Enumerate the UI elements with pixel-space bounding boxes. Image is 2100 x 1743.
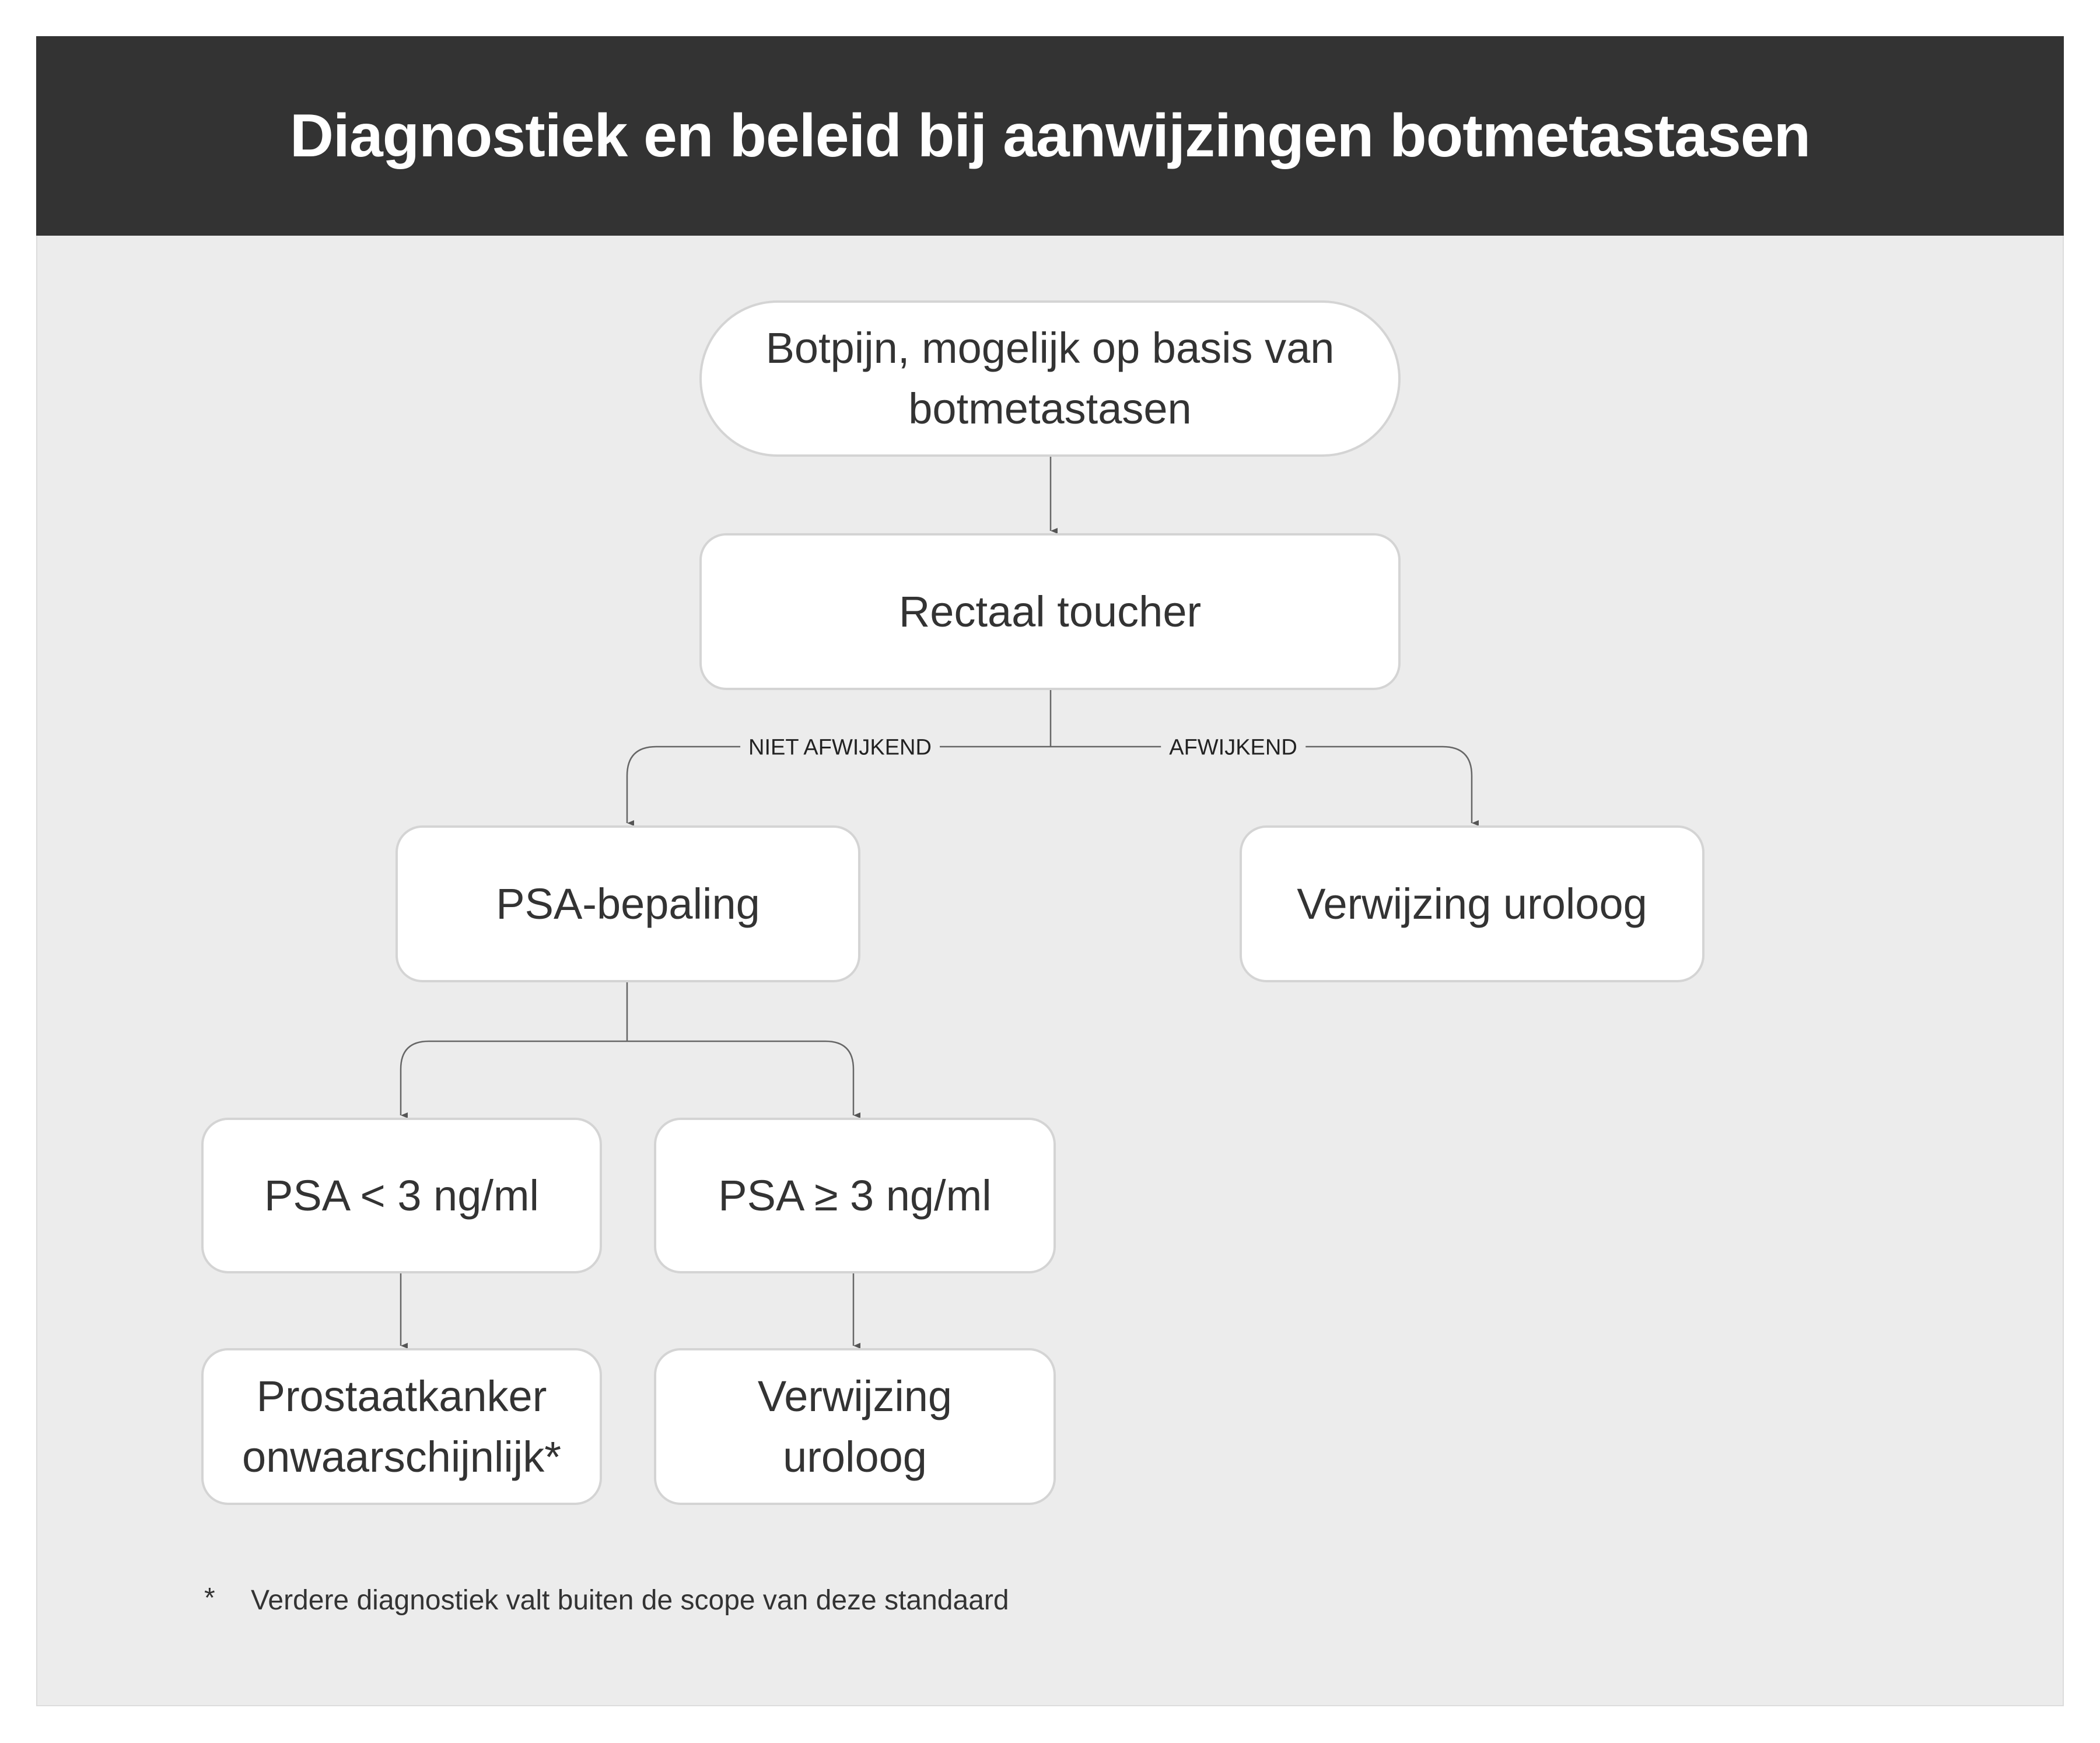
node-verwijzing-right-label: Verwijzing uroloog (1297, 879, 1647, 928)
node-prostaatkanker-onwaarschijnlijk (201, 1348, 602, 1505)
node-psa-low-label: PSA < 3 ng/ml (264, 1171, 539, 1220)
node-start (699, 300, 1401, 457)
edge-label-afwijkend: AFWIJKEND (1161, 736, 1306, 761)
node-verwijzing-uroloog-right (1240, 825, 1704, 982)
node-psa-bepaling-label: PSA-bepaling (496, 879, 760, 928)
node-psa-low (201, 1118, 602, 1273)
node-verwijzing-bottom-label: Verwijzing uroloog (757, 1371, 953, 1481)
arrow-to-psa-low (401, 1041, 627, 1115)
page-title: Diagnostiek en beleid bij aanwijzingen botmetastasen (289, 102, 1811, 170)
node-verwijzing-uroloog-bottom (654, 1348, 1056, 1505)
node-rectaal-toucher (699, 533, 1401, 690)
arrow-to-psa-high (627, 1041, 853, 1115)
node-psa-bepaling (396, 825, 860, 982)
footnote-marker: * (204, 1583, 215, 1614)
node-rectaal-label: Rectaal toucher (898, 587, 1202, 636)
node-psa-high (654, 1118, 1056, 1273)
footnote-text: Verdere diagnostiek valt buiten de scope van deze standaard (251, 1585, 1009, 1616)
node-start-label: Botpijn, mogelijk op basis van botmetastasen (765, 324, 1335, 433)
node-unlikely-label: Prostaatkanker onwaarschijnlijk* (242, 1371, 561, 1481)
edge-label-niet-afwijkend: NIET AFWIJKEND (740, 736, 940, 761)
node-psa-high-label: PSA ≥ 3 ng/ml (718, 1171, 992, 1220)
